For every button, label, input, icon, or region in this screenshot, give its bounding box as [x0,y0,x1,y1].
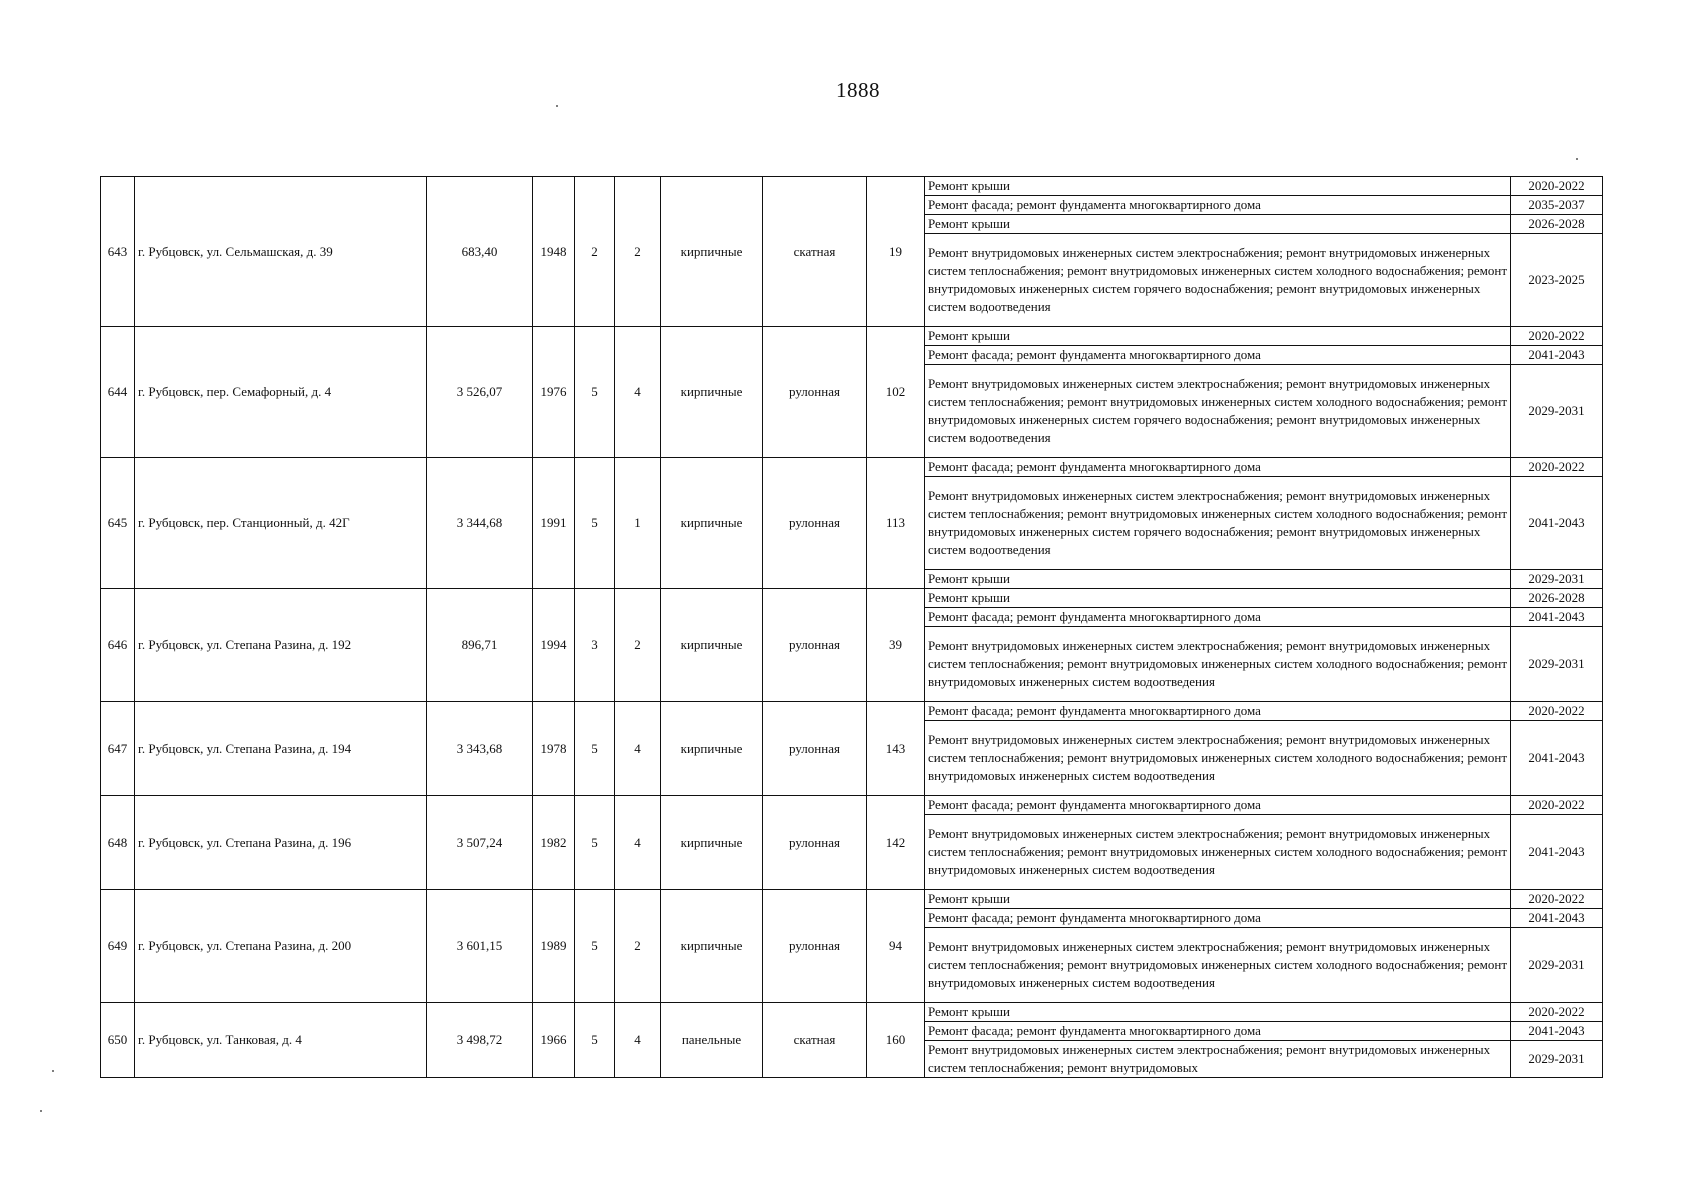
work-description: Ремонт фасада; ремонт фундамента многоквартирного дома [925,702,1511,721]
house-area: 3 498,72 [427,1003,533,1078]
house-address: г. Рубцовск, ул. Степана Разина, д. 192 [135,589,427,702]
work-description: Ремонт внутридомовых инженерных систем электроснабжения; ремонт внутридомовых инженерных систем теплоснабжения; ремонт внутридомовых инженерных систем холодного водоснабжения; ремонт внутридомовых инженерных систем водоотведения [925,721,1511,796]
house-entrances: 2 [615,589,661,702]
house-walls: кирпичные [661,458,763,589]
house-number: 643 [101,177,135,327]
house-residents: 19 [867,177,925,327]
work-period: 2029-2031 [1511,365,1603,458]
house-number: 649 [101,890,135,1003]
work-period: 2041-2043 [1511,1022,1603,1041]
work-description: Ремонт внутридомовых инженерных систем электроснабжения; ремонт внутридомовых инженерных систем теплоснабжения; ремонт внутридомовых инженерных систем холодного водоснабжения; ремонт внутридомовых инженерных систем водоотведения [925,627,1511,702]
registry-body [101,177,1603,1078]
house-number: 647 [101,702,135,796]
work-period: 2041-2043 [1511,815,1603,890]
house-year: 1991 [533,458,575,589]
house-walls: кирпичные [661,589,763,702]
table-row [101,589,1603,608]
work-period: 2029-2031 [1511,1041,1603,1078]
house-floors: 5 [575,890,615,1003]
house-roof: скатная [763,1003,867,1078]
work-period: 2026-2028 [1511,589,1603,608]
house-year: 1976 [533,327,575,458]
house-roof: рулонная [763,589,867,702]
house-residents: 142 [867,796,925,890]
house-number: 650 [101,1003,135,1078]
work-period: 2020-2022 [1511,702,1603,721]
house-area: 3 601,15 [427,890,533,1003]
work-description: Ремонт крыши [925,570,1511,589]
house-entrances: 4 [615,327,661,458]
house-residents: 143 [867,702,925,796]
house-floors: 2 [575,177,615,327]
house-address: г. Рубцовск, ул. Степана Разина, д. 200 [135,890,427,1003]
work-description: Ремонт крыши [925,215,1511,234]
work-period: 2020-2022 [1511,327,1603,346]
work-period: 2041-2043 [1511,477,1603,570]
table-row [101,458,1603,477]
house-year: 1978 [533,702,575,796]
house-entrances: 4 [615,702,661,796]
work-period: 2041-2043 [1511,909,1603,928]
page-number: 1888 [836,78,880,102]
house-year: 1994 [533,589,575,702]
table-row [101,702,1603,721]
house-floors: 5 [575,702,615,796]
table-row [101,1003,1603,1022]
house-entrances: 4 [615,796,661,890]
work-period: 2020-2022 [1511,890,1603,909]
house-residents: 94 [867,890,925,1003]
work-period: 2020-2022 [1511,458,1603,477]
house-year: 1948 [533,177,575,327]
house-area: 683,40 [427,177,533,327]
work-period: 2029-2031 [1511,627,1603,702]
scan-speck [1576,158,1578,160]
house-number: 644 [101,327,135,458]
work-period: 2035-2037 [1511,196,1603,215]
table-row [101,890,1603,909]
house-address: г. Рубцовск, пер. Семафорный, д. 4 [135,327,427,458]
house-entrances: 2 [615,890,661,1003]
house-walls: кирпичные [661,702,763,796]
work-period: 2029-2031 [1511,570,1603,589]
house-walls: кирпичные [661,890,763,1003]
work-description: Ремонт крыши [925,1003,1511,1022]
house-roof: рулонная [763,327,867,458]
housing-registry-table [100,176,1603,1078]
house-entrances: 1 [615,458,661,589]
work-description: Ремонт внутридомовых инженерных систем электроснабжения; ремонт внутридомовых инженерных систем теплоснабжения; ремонт внутридомовых [925,1041,1511,1078]
work-description: Ремонт фасада; ремонт фундамента многоквартирного дома [925,909,1511,928]
work-description: Ремонт крыши [925,890,1511,909]
work-description: Ремонт внутридомовых инженерных систем электроснабжения; ремонт внутридомовых инженерных систем теплоснабжения; ремонт внутридомовых инженерных систем холодного водоснабжения; ремонт внутридомовых инженерных систем горячего водоснабжения; ремонт внутридомовых инженерных систем водоотведения [925,365,1511,458]
scan-speck [556,105,558,107]
house-number: 648 [101,796,135,890]
house-area: 3 343,68 [427,702,533,796]
work-period: 2026-2028 [1511,215,1603,234]
work-description: Ремонт крыши [925,589,1511,608]
house-roof: рулонная [763,890,867,1003]
house-address: г. Рубцовск, ул. Сельмашская, д. 39 [135,177,427,327]
work-description: Ремонт фасада; ремонт фундамента многоквартирного дома [925,196,1511,215]
house-roof: рулонная [763,458,867,589]
house-area: 3 507,24 [427,796,533,890]
work-description: Ремонт крыши [925,177,1511,196]
house-entrances: 2 [615,177,661,327]
house-year: 1966 [533,1003,575,1078]
house-floors: 5 [575,796,615,890]
work-description: Ремонт фасада; ремонт фундамента многоквартирного дома [925,1022,1511,1041]
house-year: 1982 [533,796,575,890]
house-walls: панельные [661,1003,763,1078]
scan-speck [52,1070,54,1072]
house-roof: рулонная [763,702,867,796]
work-period: 2029-2031 [1511,928,1603,1003]
work-period: 2041-2043 [1511,346,1603,365]
house-address: г. Рубцовск, пер. Станционный, д. 42Г [135,458,427,589]
work-description: Ремонт фасада; ремонт фундамента многоквартирного дома [925,796,1511,815]
house-walls: кирпичные [661,327,763,458]
house-residents: 160 [867,1003,925,1078]
house-area: 896,71 [427,589,533,702]
house-floors: 5 [575,458,615,589]
house-walls: кирпичные [661,177,763,327]
house-roof: скатная [763,177,867,327]
work-description: Ремонт фасада; ремонт фундамента многоквартирного дома [925,346,1511,365]
table-row [101,327,1603,346]
work-period: 2041-2043 [1511,608,1603,627]
house-residents: 113 [867,458,925,589]
table-row [101,177,1603,196]
scan-speck [40,1110,42,1112]
house-entrances: 4 [615,1003,661,1078]
house-year: 1989 [533,890,575,1003]
work-description: Ремонт фасада; ремонт фундамента многоквартирного дома [925,458,1511,477]
work-period: 2020-2022 [1511,796,1603,815]
house-number: 645 [101,458,135,589]
house-number: 646 [101,589,135,702]
work-description: Ремонт внутридомовых инженерных систем электроснабжения; ремонт внутридомовых инженерных систем теплоснабжения; ремонт внутридомовых инженерных систем холодного водоснабжения; ремонт внутридомовых инженерных систем водоотведения [925,815,1511,890]
table-row [101,796,1603,815]
work-period: 2020-2022 [1511,1003,1603,1022]
house-floors: 3 [575,589,615,702]
house-residents: 39 [867,589,925,702]
house-address: г. Рубцовск, ул. Танковая, д. 4 [135,1003,427,1078]
work-period: 2023-2025 [1511,234,1603,327]
house-floors: 5 [575,327,615,458]
work-description: Ремонт внутридомовых инженерных систем электроснабжения; ремонт внутридомовых инженерных систем теплоснабжения; ремонт внутридомовых инженерных систем холодного водоснабжения; ремонт внутридомовых инженерных систем водоотведения [925,928,1511,1003]
house-floors: 5 [575,1003,615,1078]
work-description: Ремонт внутридомовых инженерных систем электроснабжения; ремонт внутридомовых инженерных систем теплоснабжения; ремонт внутридомовых инженерных систем холодного водоснабжения; ремонт внутридомовых инженерных систем горячего водоснабжения; ремонт внутридомовых инженерных систем водоотведения [925,234,1511,327]
house-walls: кирпичные [661,796,763,890]
house-roof: рулонная [763,796,867,890]
house-address: г. Рубцовск, ул. Степана Разина, д. 194 [135,702,427,796]
house-address: г. Рубцовск, ул. Степана Разина, д. 196 [135,796,427,890]
work-period: 2041-2043 [1511,721,1603,796]
work-description: Ремонт внутридомовых инженерных систем электроснабжения; ремонт внутридомовых инженерных систем теплоснабжения; ремонт внутридомовых инженерных систем холодного водоснабжения; ремонт внутридомовых инженерных систем горячего водоснабжения; ремонт внутридомовых инженерных систем водоотведения [925,477,1511,570]
work-description: Ремонт фасада; ремонт фундамента многоквартирного дома [925,608,1511,627]
house-residents: 102 [867,327,925,458]
house-area: 3 344,68 [427,458,533,589]
house-area: 3 526,07 [427,327,533,458]
work-description: Ремонт крыши [925,327,1511,346]
work-period: 2020-2022 [1511,177,1603,196]
